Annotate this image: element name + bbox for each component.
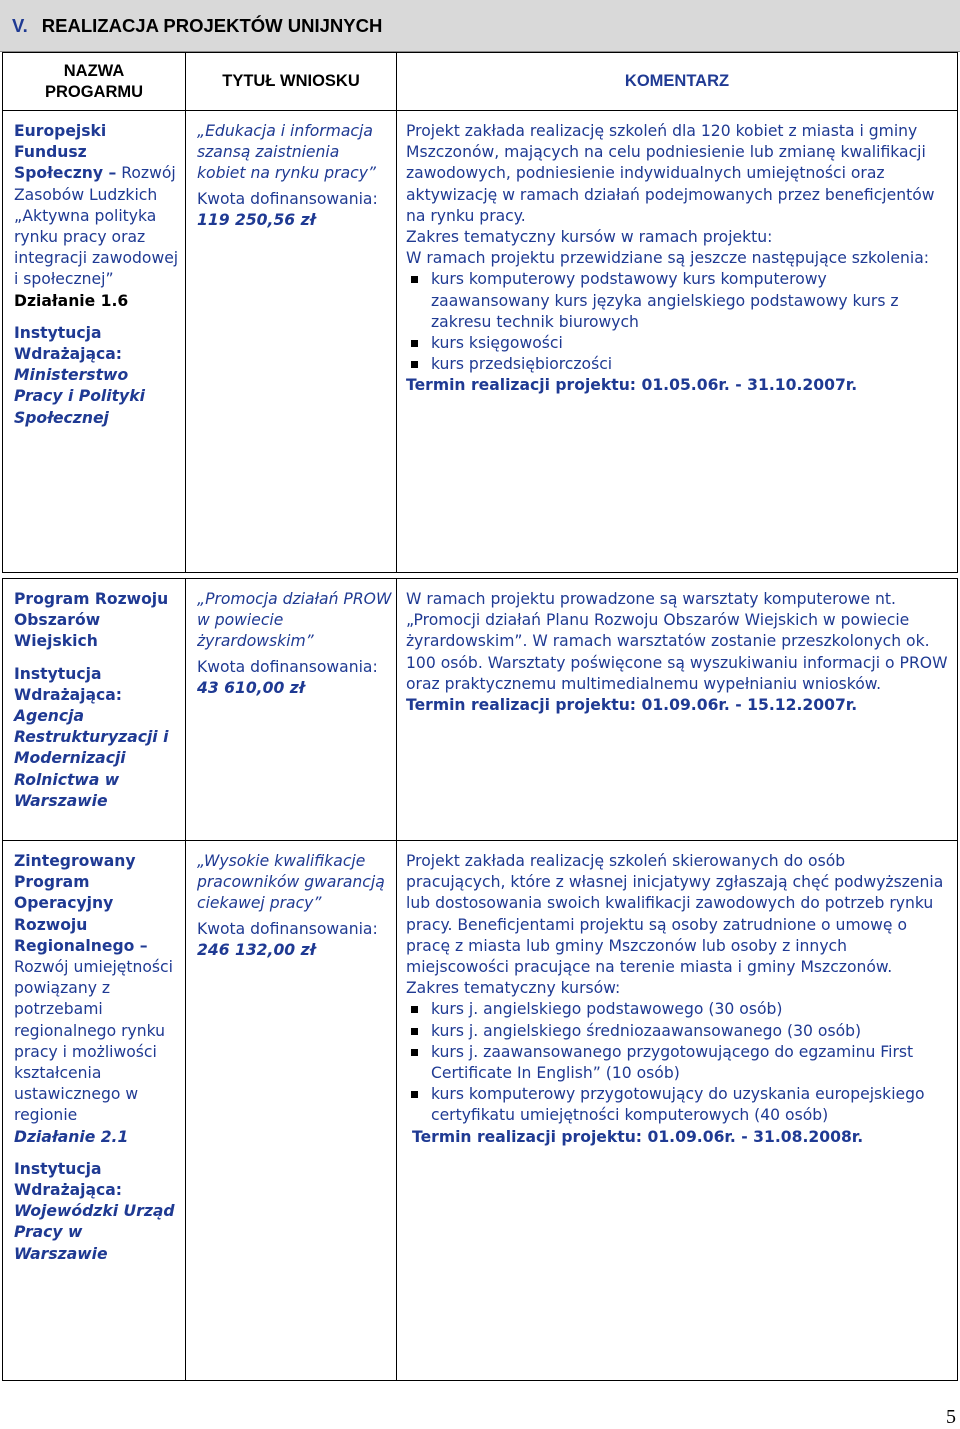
program-name: Program Rozwoju Obszarów Wiejskich — [14, 590, 169, 651]
amount-label: Kwota dofinansowania: — [197, 657, 378, 676]
program-cell — [3, 111, 186, 573]
amount-label: Kwota dofinansowania: — [197, 919, 378, 938]
institution-label: Instytucja Wdrażająca: — [14, 664, 123, 704]
header-program: NAZWA PROGARMU — [3, 53, 186, 111]
page-number: 5 — [946, 1406, 956, 1428]
program-description: Rozwój umiejętności powiązany z potrzebami regionalnego rynku pracy i możliwości kształcenia ustawicznego w regionie — [14, 958, 173, 1125]
comment-scope: Zakres tematyczny kursów w ramach projektu: — [406, 228, 773, 247]
program-description: Rozwój Zasobów Ludzkich „Aktywna polityka rynku pracy oraz integracji zawodowej i społecznej” — [14, 164, 179, 289]
amount-value: 246 132,00 zł — [197, 940, 316, 959]
projects-table-1 — [2, 52, 958, 573]
project-term: Termin realizacji projektu: 01.09.06r. - 15.12.2007r. — [406, 696, 858, 715]
program-cell — [3, 841, 186, 1381]
amount-value: 43 610,00 zł — [197, 678, 305, 697]
list-item: kurs księgowości — [406, 333, 949, 354]
project-term: Termin realizacji projektu: 01.05.06r. - 31.10.2007r. — [406, 376, 858, 395]
course-list — [406, 269, 949, 375]
table-row — [3, 579, 958, 841]
comment-cell — [397, 841, 958, 1381]
comment-intro: Projekt zakłada realizację szkoleń dla 120 kobiet z miasta i gminy Mszczonów, mających na celu podniesienie lub zmianę kwalifikacji zawodowych, podniesienie indywidualnych umiejętności oraz aktywizację w ramach działań podejmowanych przez beneficjentów na rynku pracy. — [406, 122, 935, 225]
list-item: kurs komputerowy podstawowy kurs komputerowy zaawansowany kurs języka angielskiego podstawowy kurs z zakresu technik biurowych — [406, 269, 949, 333]
amount-label: Kwota dofinansowania: — [197, 189, 378, 208]
table-header-row — [3, 53, 958, 111]
header-comment: KOMENTARZ — [397, 53, 958, 111]
section-heading — [0, 0, 960, 52]
comment-scope: Zakres tematyczny kursów: — [406, 979, 621, 998]
list-item: kurs j. angielskiego podstawowego (30 osób) — [406, 999, 949, 1020]
list-item: kurs j. zaawansowanego przygotowującego do egzaminu First Certificate In English” (10 osób) — [406, 1042, 949, 1084]
comment-intro: Projekt zakłada realizację szkoleń skierowanych do osób pracujących, które z własnej inicjatywy zgłaszają chęć podwyższenia lub dostosowania swoich kwalifikacji zawodowych do potrzeb rynku pracy. Beneficjentami projektu są osoby zatrudnione o umowę o pracę z miasta lub gminy Mszczonów lub osoby z innych miejscowości pracujące na terenie miasta i gminy Mszczonów. — [406, 852, 944, 977]
institution-label: Instytucja Wdrażająca: — [14, 323, 123, 364]
table-row — [3, 111, 958, 573]
section-title: REALIZACJA PROJEKTÓW UNIJNYCH — [41, 15, 383, 36]
list-item: kurs przedsiębiorczości — [406, 354, 949, 375]
project-title: „Edukacja i informacja szansą zaistnienia kobiet na rynku pracy” — [197, 122, 377, 183]
list-item: kurs komputerowy przygotowujący do uzyskania europejskiego certyfikatu umiejętności komputerowych (40 osób) — [406, 1084, 949, 1126]
header-title: TYTUŁ WNIOSKU — [186, 53, 397, 111]
project-title: „Promocja działań PROW w powiecie żyrardowskim” — [197, 590, 392, 651]
list-item: kurs j. angielskiego średniozaawansowanego (30 osób) — [406, 1021, 949, 1042]
program-name: Europejski Fundusz Społeczny – — [14, 122, 117, 183]
course-list — [406, 999, 949, 1126]
table-row — [3, 841, 958, 1381]
projects-table-2 — [2, 578, 958, 1381]
program-action: Działanie 2.1 — [14, 1127, 129, 1146]
program-name: Zintegrowany Program Operacyjny Rozwoju Regionalnego – — [14, 852, 148, 955]
title-cell — [186, 841, 397, 1381]
program-action: Działanie 1.6 — [14, 291, 129, 310]
comment-text: W ramach projektu prowadzone są warsztaty komputerowe nt. „Promocji działań Planu Rozwoju Obszarów Wiejskich w powiecie żyrardowskim”. W ramach warsztatów zostanie przeszkolonych ok. 100 osób. Warsztaty poświęcone są wyszukiwaniu informacji o PROW oraz praktycznemu multimedialnemu wypełnianiu wniosków. — [406, 590, 948, 693]
institution-label: Instytucja Wdrażająca: — [14, 1159, 123, 1200]
project-term: Termin realizacji projektu: 01.09.06r. - 31.08.2008r. — [412, 1127, 864, 1146]
comment-cell — [397, 579, 958, 841]
section-number: V. — [12, 15, 28, 36]
title-cell — [186, 579, 397, 841]
program-cell — [3, 579, 186, 841]
institution-name: Agencja Restrukturyzacji i Modernizacji Rolnictwa w Warszawie — [14, 707, 169, 810]
comment-planned: W ramach projektu przewidziane są jeszcze następujące szkolenia: — [406, 249, 930, 268]
institution-name: Ministerstwo Pracy i Polityki Społecznej — [14, 366, 145, 427]
title-cell — [186, 111, 397, 573]
comment-cell — [397, 111, 958, 573]
amount-value: 119 250,56 zł — [197, 210, 316, 229]
project-title: „Wysokie kwalifikacje pracowników gwarancją ciekawej pracy” — [197, 852, 385, 913]
institution-name: Wojewódzki Urząd Pracy w Warszawie — [14, 1202, 175, 1263]
